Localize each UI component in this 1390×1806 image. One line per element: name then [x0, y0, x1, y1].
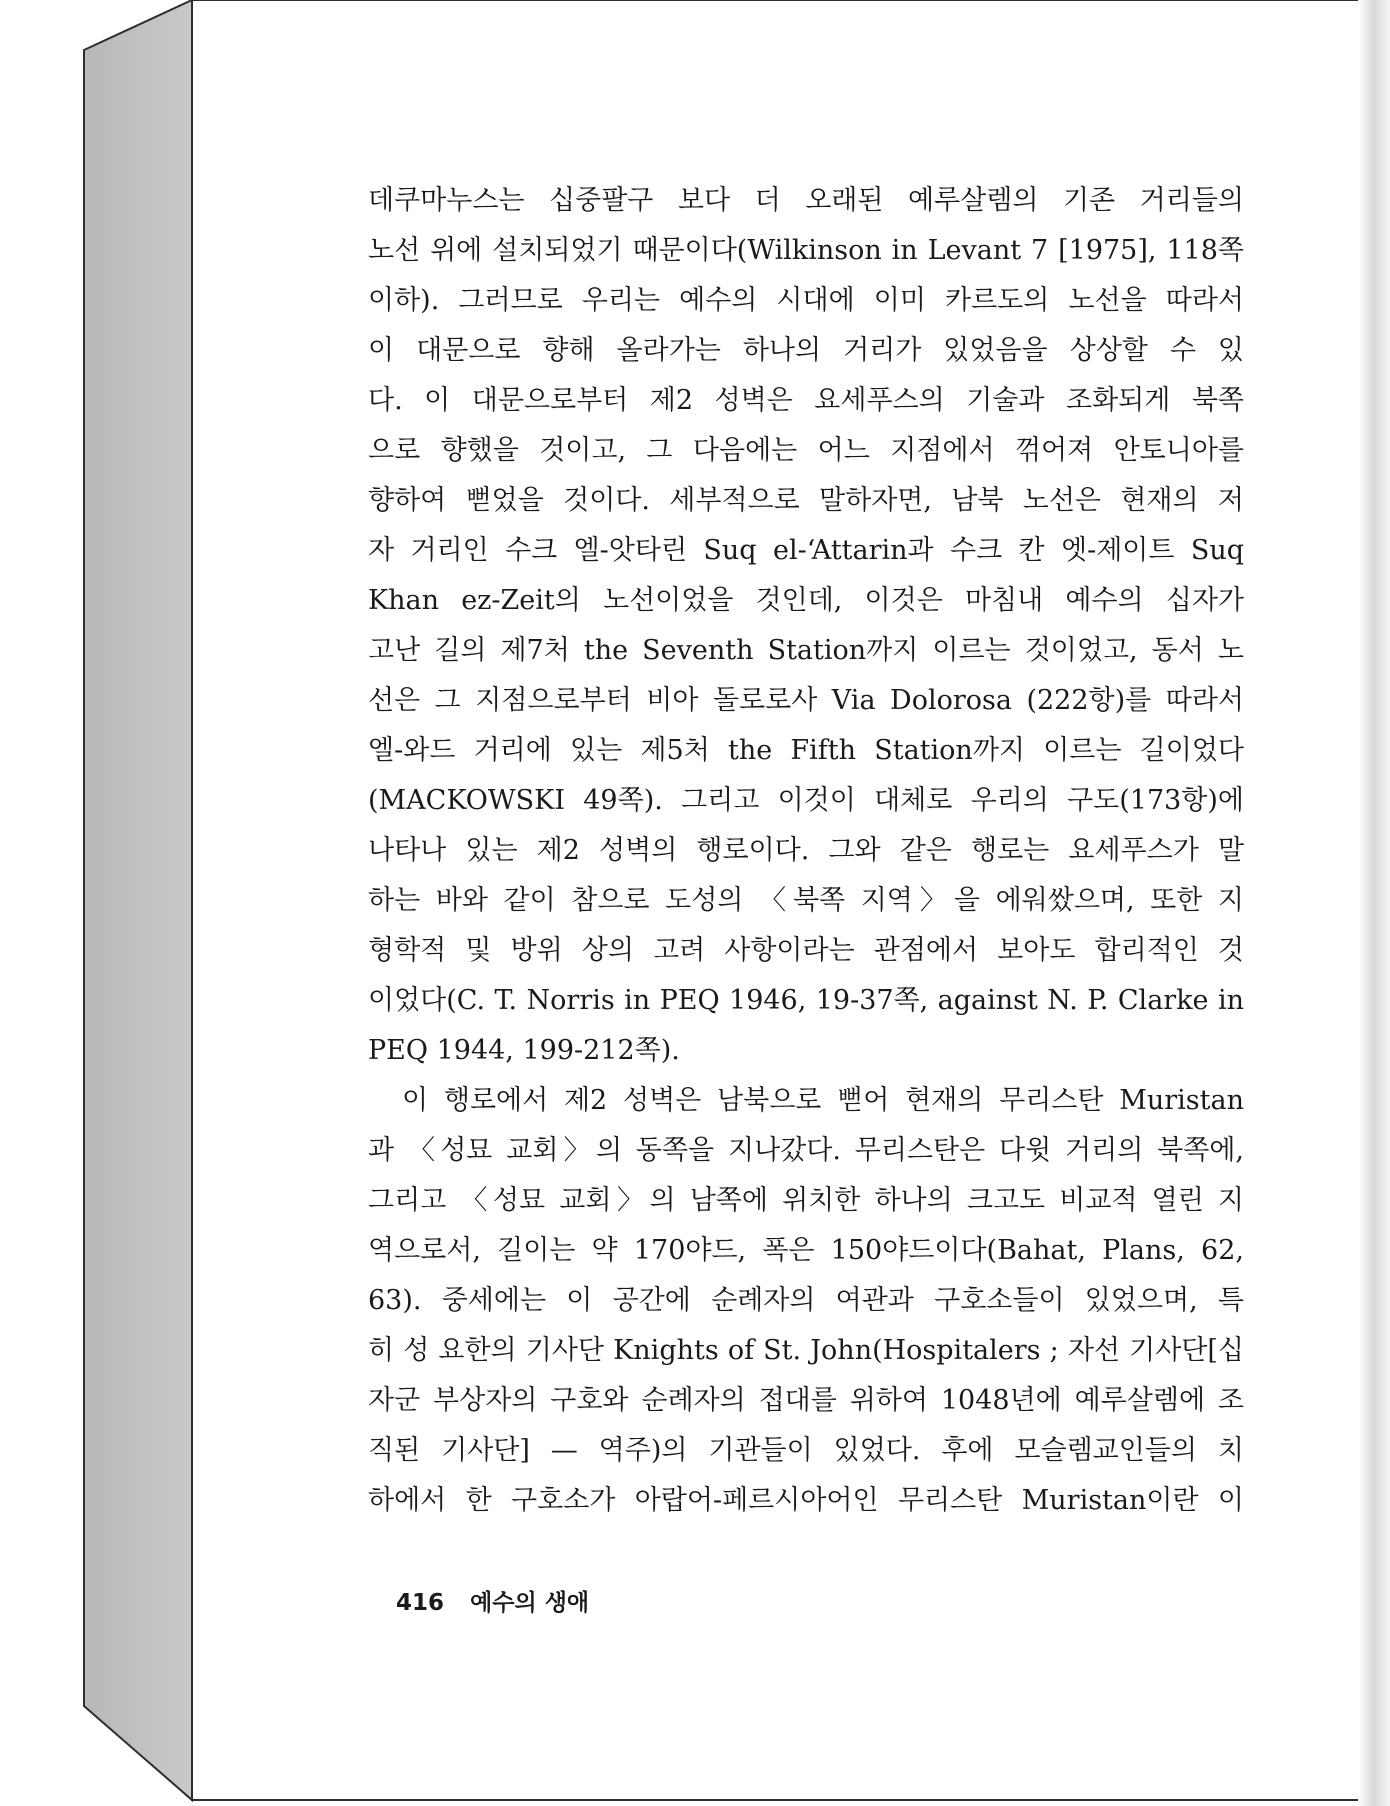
text-line: 향하여 뻗었을 것이다. 세부적으로 말하자면, 남북 노선은 현재의 저 [368, 485, 1244, 516]
text-line: 하에서 한 구호소가 아랍어-페르시아어인 무리스탄 Muristan이란 이 [368, 1485, 1244, 1516]
page-number: 416 [396, 1590, 445, 1616]
text-line: 63). 중세에는 이 공간에 순례자의 여관과 구호소들이 있었으며, 특 [368, 1285, 1244, 1316]
text-line: 선은 그 지점으로부터 비아 돌로로사 Via Dolorosa (222항)를 따라서 [368, 685, 1244, 716]
text-line: 형학적 및 방위 상의 고려 사항이라는 관점에서 보아도 합리적인 것 [368, 935, 1244, 966]
text-line: Khan ez-Zeit의 노선이었을 것인데, 이것은 마침내 예수의 십자가 [368, 585, 1244, 616]
text-line: 자군 부상자의 구호와 순례자의 접대를 위하여 1048년에 예루살렘에 조 [368, 1385, 1244, 1416]
page-right-edge-shadow [1358, 0, 1390, 1806]
text-line: 직된 기사단] — 역주)의 기관들이 있었다. 후에 모슬렘교인들의 치 [368, 1435, 1244, 1466]
text-line: 으로 향했을 것이고, 그 다음에는 어느 지점에서 꺾어져 안토니아를 [368, 435, 1244, 466]
text-line: 노선 위에 설치되었기 때문이다(Wilkinson in Levant 7 [1975], 118쪽 [368, 235, 1244, 266]
text-line: 그리고 〈성묘 교회〉의 남쪽에 위치한 하나의 크고도 비교적 열린 지 [368, 1185, 1244, 1216]
text-line: 이었다(C. T. Norris in PEQ 1946, 19-37쪽, against N. P. Clarke in [368, 985, 1244, 1016]
text-line: (MACKOWSKI 49쪽). 그리고 이것이 대체로 우리의 구도(173항)에 [368, 785, 1244, 816]
text-line: 이 대문으로 향해 올라가는 하나의 거리가 있었음을 상상할 수 있 [368, 335, 1244, 366]
book-side-block [84, 0, 192, 1800]
text-line: PEQ 1944, 199-212쪽). [368, 1035, 680, 1066]
text-line: 하는 바와 같이 참으로 도성의 〈북쪽 지역〉을 에워쌌으며, 또한 지 [368, 885, 1244, 916]
text-line: 데쿠마누스는 십중팔구 보다 더 오래된 예루살렘의 기존 거리들의 [368, 185, 1244, 216]
text-line: 역으로서, 길이는 약 170야드, 폭은 150야드이다(Bahat, Plans, 62, [368, 1235, 1244, 1266]
text-line: 고난 길의 제7처 the Seventh Station까지 이르는 것이었고, 동서 노 [368, 635, 1244, 666]
paragraph-start-line: 이 행로에서 제2 성벽은 남북으로 뻗어 현재의 무리스탄 Muristan [402, 1085, 1244, 1116]
text-line: 이하). 그러므로 우리는 예수의 시대에 이미 카르도의 노선을 따라서 [368, 285, 1244, 316]
text-line: 자 거리인 수크 엘-앗타린 Suq el-‘Attarin과 수크 칸 엣-제이트 Suq [368, 535, 1244, 566]
text-line: 다. 이 대문으로부터 제2 성벽은 요세푸스의 기술과 조화되게 북쪽 [368, 385, 1244, 416]
text-line: 엘-와드 거리에 있는 제5처 the Fifth Station까지 이르는 길이었다 [368, 735, 1244, 766]
text-line: 과 〈성묘 교회〉의 동쪽을 지나갔다. 무리스탄은 다윗 거리의 북쪽에, [368, 1135, 1244, 1166]
text-line: 나타나 있는 제2 성벽의 행로이다. 그와 같은 행로는 요세푸스가 말 [368, 835, 1244, 866]
page-text-body [368, 176, 1244, 1526]
text-line: 히 성 요한의 기사단 Knights of St. John(Hospitalers ; 자선 기사단[십 [368, 1335, 1244, 1366]
running-title: 예수의 생애 [470, 1590, 590, 1616]
page-footer [396, 1584, 589, 1617]
